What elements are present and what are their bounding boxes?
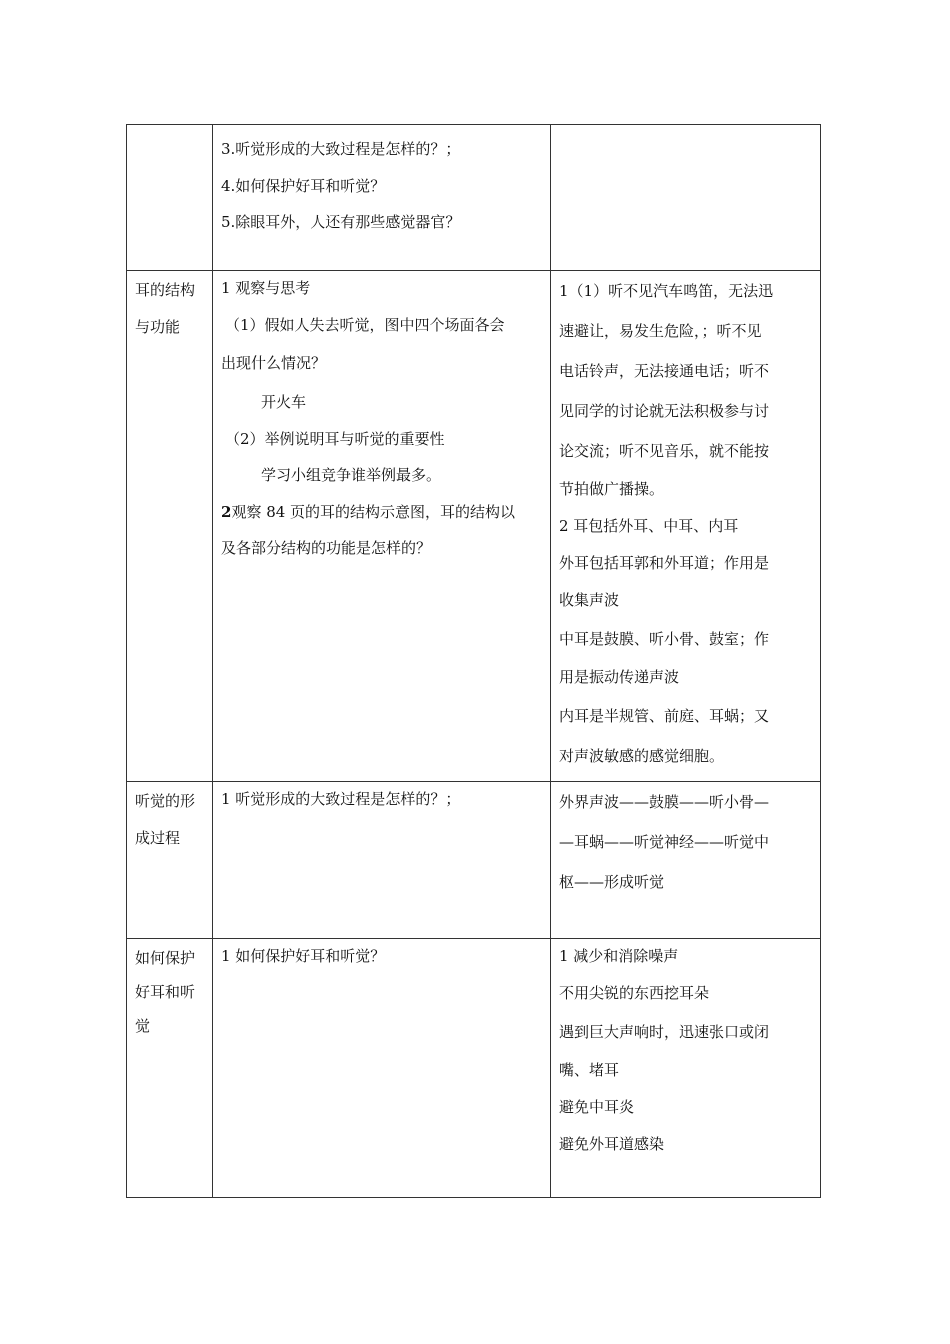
activity-line: 1 如何保护好耳和听觉？: [221, 947, 386, 965]
activity-line: 5.除眼耳外，人还有那些感觉器官？: [221, 213, 461, 231]
answer-line: 电话铃声，无法接通电话；听不: [559, 362, 770, 380]
answer-line: 节拍做广播操。: [559, 480, 665, 498]
activity-line: （2）举例说明耳与听觉的重要性: [225, 429, 445, 448]
answer-line: 内耳是半规管、前庭、耳蜗；又: [559, 707, 770, 725]
activity-line: （1）假如人失去听觉，图中四个场面各会: [225, 315, 505, 334]
table-row: [127, 939, 821, 1198]
topic-line: 与功能: [135, 318, 181, 336]
topic-cell: [127, 125, 213, 271]
topic-line: 耳的结构: [135, 281, 196, 299]
lesson-plan-table: [126, 124, 821, 1198]
answer-line: 嘴、堵耳: [559, 1061, 620, 1079]
activity-line: 3.听觉形成的大致过程是怎样的？；: [221, 140, 461, 158]
answer-line: —耳蜗——听觉神经——听觉中: [559, 833, 770, 851]
activity-line: 学习小组竞争谁举例最多。: [261, 466, 442, 484]
answer-line: 1（1）听不见汽车鸣笛，无法迅: [559, 282, 774, 300]
answer-line: 外耳包括耳郭和外耳道；作用是: [559, 554, 770, 572]
topic-line: 听觉的形: [135, 792, 196, 810]
answer-line: 避免中耳炎: [559, 1098, 635, 1116]
activity-number: 2: [221, 502, 232, 521]
answer-line: 速避让，易发生危险，；听不见: [559, 322, 762, 340]
answer-cell: [551, 271, 821, 782]
activity-cell: [213, 271, 551, 782]
answer-line: 用是振动传递声波: [559, 668, 680, 686]
activity-line: 开火车: [261, 393, 307, 411]
answer-cell: [551, 782, 821, 939]
answer-line: 收集声波: [559, 591, 620, 609]
topic-line: 成过程: [135, 829, 181, 847]
answer-line: 1 减少和消除噪声: [559, 947, 679, 965]
answer-line: 2 耳包括外耳、中耳、内耳: [559, 517, 739, 535]
topic-cell: [127, 271, 213, 782]
answer-line: 见同学的讨论就无法积极参与讨: [559, 402, 770, 420]
activity-line: 及各部分结构的功能是怎样的？: [221, 539, 432, 557]
topic-cell: [127, 782, 213, 939]
answer-line: 对声波敏感的感觉细胞。: [559, 747, 725, 765]
table-row: [127, 271, 821, 782]
topic-line: 好耳和听: [135, 983, 196, 1001]
answer-line: 不用尖锐的东西挖耳朵: [559, 984, 710, 1002]
answer-line: 论交流；听不见音乐，就不能按: [559, 442, 770, 460]
activity-line: 出现什么情况？: [221, 354, 327, 372]
answer-line: 外界声波——鼓膜——听小骨—: [559, 793, 770, 811]
activity-line: 观察 84 页的耳的结构示意图，耳的结构以: [231, 502, 516, 521]
activity-cell: [213, 782, 551, 939]
activity-cell: [213, 125, 551, 271]
topic-cell: [127, 939, 213, 1198]
topic-line: 如何保护: [135, 949, 196, 967]
activity-cell: [213, 939, 551, 1198]
activity-line: 4.如何保护好耳和听觉？: [221, 176, 386, 195]
activity-line: 1 听觉形成的大致过程是怎样的？；: [221, 790, 461, 808]
answer-line: 枢——形成听觉: [559, 873, 665, 891]
answer-line: 遇到巨大声响时，迅速张口或闭: [559, 1023, 770, 1041]
table-row: [127, 782, 821, 939]
activity-line: 1 观察与思考: [221, 279, 311, 297]
table-row: [127, 125, 821, 271]
answer-cell: [551, 939, 821, 1198]
answer-cell: [551, 125, 821, 271]
answer-line: 中耳是鼓膜、听小骨、鼓室；作: [559, 630, 770, 648]
answer-line: 避免外耳道感染: [559, 1135, 665, 1153]
topic-line: 觉: [135, 1017, 151, 1035]
